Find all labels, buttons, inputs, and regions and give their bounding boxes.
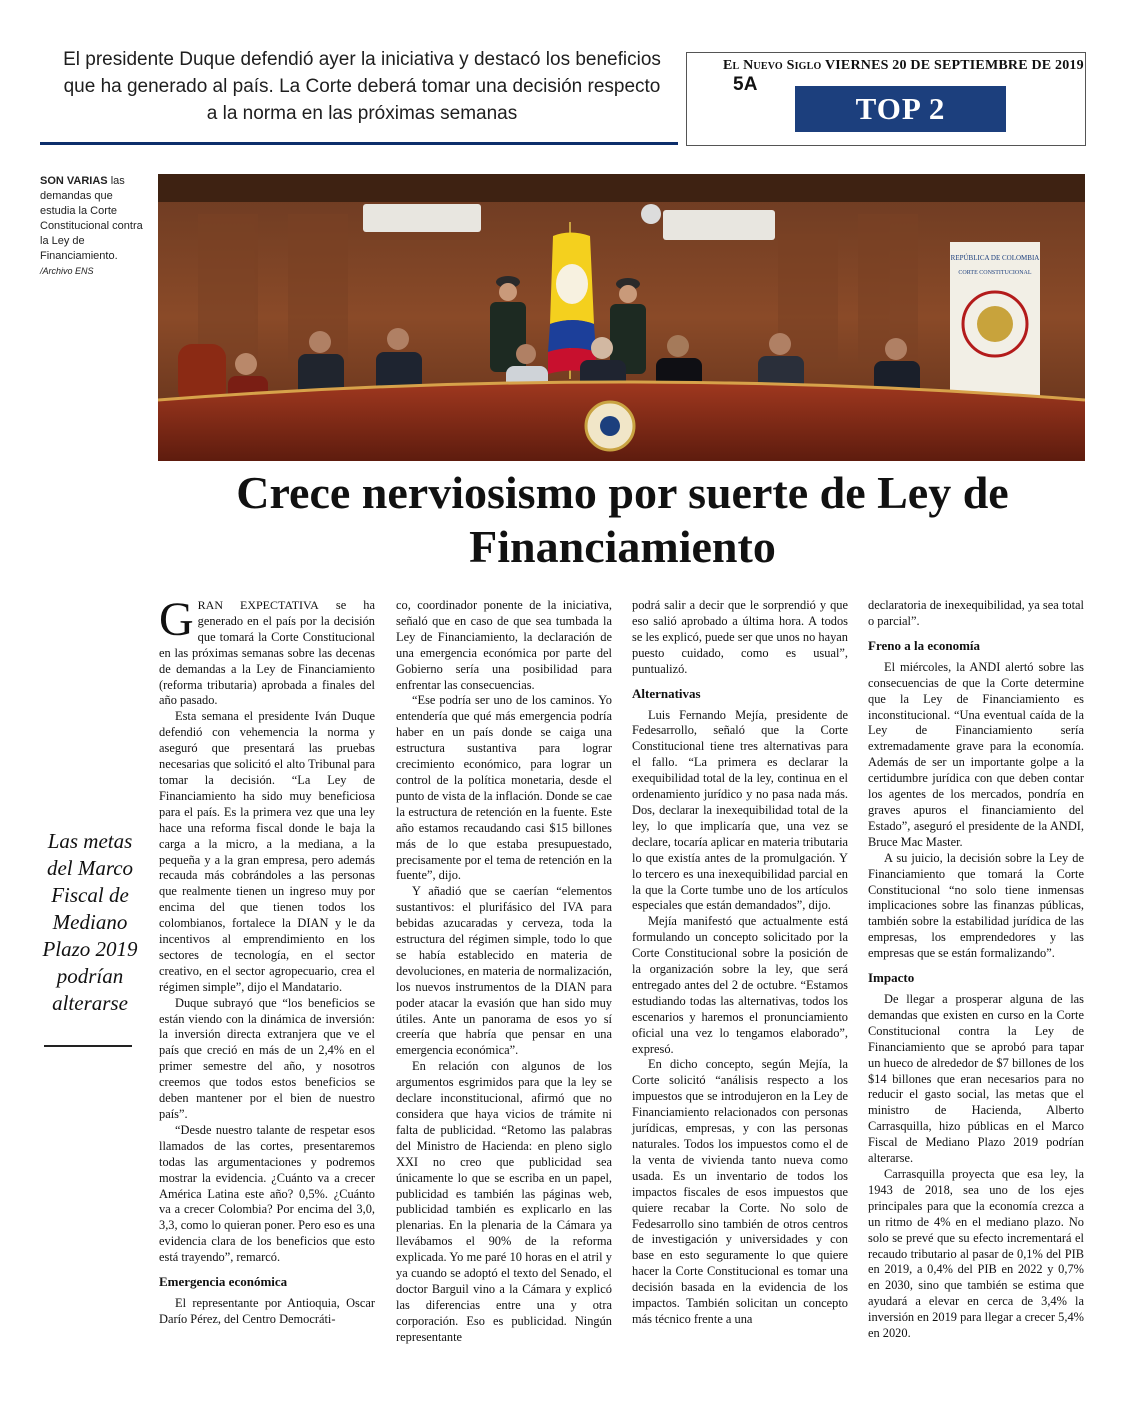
- drop-cap: G: [159, 593, 194, 646]
- camera-dome: [641, 204, 661, 224]
- banner-subtitle: CORTE CONSTITUCIONAL: [958, 270, 1032, 276]
- section-badge: TOP 2: [795, 86, 1006, 132]
- paragraph: A su juicio, la decisión sobre la Ley de Financiamiento que tomará la Corte Constitucional “no solo tiene inmensas implicaciones sobre las finanzas públicas, también sobre la estabilidad jurídica de las empresas, los emprendedores y las empresas que se están formalizando”.: [868, 850, 1084, 961]
- air-conditioner-left: [363, 204, 481, 232]
- issue-date: VIERNES 20 DE SEPTIEMBRE DE 2019: [824, 58, 1084, 73]
- paragraph: Mejía manifestó que actualmente está formulando un concepto solicitado por la Corte Constitucional sobre la posición de la organización sobre la ley, que será entregado antes del 2 de octubre. “Estamos estudiando todas las alternativas, todos los escenarios y haremos el pronunciamiento oficial una vez lo tengamos elaborado”, expresó.: [632, 914, 848, 1056]
- paragraph: Esta semana el presidente Iván Duque defendió con vehemencia la norma y aseguró que presentará las pruebas necesarias que solicitó el alto Tribunal para tomar la decisión. “La Ley de Financiamiento ha sido muy beneficiosa para el país. Es la primera vez que una ley hace una reforma fiscal donde le baja la carga a la micro, a la mediana, a la pequeña y a la gran empresa, pero además recauda más cobrándoles a las personas que realmente tienen un ingreso muy por encima del que tienen todos los colombianos, fortalece la DIAN y le da incentivos al emprendimiento en los sectores de tecnología, en el sector creativo, en el sector agropecuario, crea el régimen simple”, dijo el Mandatario.: [159, 709, 375, 994]
- paragraph: Y añadió que se caerían “elementos sustantivos: el plurifásico del IVA para bebidas azucaradas y cerveza, toda la estructura del régimen simple, todo lo que se había establecido en materia de devoluciones, en materia de normalización, los nuevos instrumentos de la DIAN para poder atacar la evasión que han sido muy útiles. Ante un panorama de esos yo sí creería que habría que pensar en una emergencia económica”.: [396, 884, 612, 1058]
- paragraph: declaratoria de inexequibilidad, ya sea total o parcial”.: [868, 598, 1084, 628]
- subhead: Emergencia económica: [159, 1274, 288, 1290]
- paragraph: El miércoles, la ANDI alertó sobre las consecuencias de que la Corte determine que la Ley de Financiamiento es inconstitucional. “Una eventual caída de la Ley de Financiamiento sería extremadamente grave para la economía. Además de ser un importante golpe a la certidumbre jurídica con que deben contar los agentes de los mercados, pondría en graves apuros el financiamiento del Estado”, aseguró el presidente de la ANDI, Bruce Mac Master.: [868, 659, 1084, 849]
- air-conditioner-right: [663, 210, 775, 240]
- deck-rule: [40, 142, 678, 145]
- paragraph: En relación con algunos de los argumentos esgrimidos para que la ley se declare inconstitucional, afirmó que no considera que haya vicios de trámite ni falta de publicidad. “Retomo las palabras del Ministro de Hacienda: en pleno siglo XXI no creo que publicidad sea únicamente lo que se escriba en un papel, publicidad es también las páginas web, publicidad también es explicarlo en las plenarias. En la plenaria de la Cámara ya llevábamos el 90% de la reforma explicada. Yo me paré 10 horas en el atril y ya cuando se adoptó el texto del Senado, el doctor Barguil vino a la Cámara y explicó las diferencias entre una y otra corporación. Eso es publicidad. Ningún representante: [396, 1059, 612, 1344]
- caption-text: las demandas que estudia la Corte Constitucional contra la Ley de Financiamiento.: [40, 175, 143, 262]
- deck-summary: El presidente Duque defendió ayer la iniciativa y destacó los beneficios que ha generado al país. La Corte deberá tomar una decisión respecto a la norma en las próximas semanas: [63, 49, 661, 124]
- paragraph: GRAN EXPECTATIVA se ha generado en el país por la decisión que tomará la Corte Constitucional en las próximas semanas sobre las decenas de demandas a la Ley de Financiamiento (reforma tributaria) aprobada a finales del año pasado.: [159, 593, 375, 708]
- subhead: Alternativas: [632, 685, 701, 701]
- paragraph: Luis Fernando Mejía, presidente de Fedesarrollo, señaló que la Corte Constitucional tiene tres alternativas para el fallo. “La primera es declarar la exequibilidad total de la ley, continua en el ordenamiento jurídico y no pasa nada más. Dos, declarar la inexequibilidad total de la ley, lo que implicaría que, una vez se declare, tocaría aplicar en materia tributaria lo que existía antes de la promulgación. Y lo tercero es una inexequibilidad parcial en la que la Corte tumbe uno de los artículos especiales que están demandados”, dijo.: [632, 707, 849, 913]
- paragraph: “Ese podría ser uno de los caminos. Yo entendería que qué más emergencia podría haber en un país donde se caiga una estructura sustantiva para lograr crecimiento económico, para lograr un control de la política monetaria, desde el punto de vista de la inflación. Donde se cae la estructura de retención en la fuente. Este año estamos recaudando casi $15 billones más de lo que estaba presupuestado, precisamente por el tema de retención en la fuente”, dijo.: [396, 693, 612, 883]
- caption-lead: SON VARIAS: [40, 175, 108, 187]
- paragraph: De llegar a prosperar alguna de las demandas que existen en curso en la Corte Constitucional contra la Ley de Financiamiento que se aprobó para tapar un hueco de alrededor de $7 billones de los $14 billones que eran necesarios para no reducir el gasto social, las metas que el ministro de Hacienda, Alberto Carrasquilla, hizo públicas en el Marco Fiscal de Mediano Plazo 2019 podrían alterarse.: [868, 992, 1084, 1166]
- paragraph: “Desde nuestro talante de respetar esos llamados de las cortes, presentaremos todas las argumentaciones y podremos mostrar la evidencia. ¿Cuánto va a crecer América Latina este año? 0,5%. ¿Cuánto va a crecer Colombia? Por encima del 3,0, 3,3, como lo quieran poner. Pero eso es una evidencia clara de los beneficios que esto está trayendo”, remarcó.: [159, 1122, 375, 1265]
- colombia-flag: [548, 222, 596, 379]
- paragraph: Duque subrayó que “los beneficios se están viendo con la dinámica de inversión: la inversión directa extranjera que ve el país que creció en más de un 2,4% en el primer semestre del año, y nosotros creemos que todos estos beneficios se deben mantener por el bien de nuestro país”.: [159, 995, 375, 1121]
- photo-caption: [40, 174, 148, 279]
- court-photo: [158, 174, 1085, 461]
- paragraph: Carrasquilla proyecta que esa ley, la 1943 de 2018, sea uno de los ejes principales para que la economía crezca a un ritmo de 4% en el mediano plazo. No solo se prevé que su efecto incrementará el recaudo tributario al pasar de 0,1% del PIB en 2019, a 0,4% del PIB en 2022 y 0,7% en 2030, sino que también se estima que ayudará a elevar en cerca de 3,4% la inversión en 2019 para llegar a crecer 5,4% en 2020.: [868, 1167, 1084, 1341]
- page-number: 5A: [733, 74, 758, 95]
- subhead: Impacto: [868, 970, 915, 986]
- article-column-3: [632, 598, 848, 1328]
- banner-title: REPÚBLICA DE COLOMBIA: [950, 254, 1040, 262]
- article-column-4: [868, 598, 1084, 1342]
- article-column-1: [159, 593, 375, 1328]
- headline: Crece nerviosismo por suerte de Ley de Financiamiento: [236, 467, 1009, 572]
- paragraph: co, coordinador ponente de la iniciativa, señaló que en caso de que sea tumbada la Ley de Financiamiento, la declaración de una emergencia económica por parte del Gobierno sería una posibilidad para enfrentar las consecuencias.: [396, 598, 612, 692]
- paragraph: podrá salir a decir que le sorprendió y que eso salió aprobado a última hora. A todos se les explicó, puede ser que unos no hayan puesto cuidado, como es usual”, puntualizó.: [632, 598, 848, 676]
- masthead-box: [686, 52, 1086, 146]
- paragraph: En dicho concepto, según Mejía, la Corte solicitó “análisis respecto a los impuestos que se introdujeron en la Ley de Financiamiento relacionados con personas jurídicas, empresas, y con las personas naturales. Todos los impuestos como el de la venta de vivienda tanto nueva como usada. Es un inventario de todos los impactos fiscales de esos impuestos que quiere recabar la Corte. No solo de Fedesarrollo sino también de otros centros de investigación y universidades y con base en esto seguramente lo que quiere hacer la Corte Constitucional es tomar una decisión basada en la evidencia de los impactos. También solicitan un concepto más técnico frente a una: [632, 1057, 848, 1326]
- subhead: Freno a la economía: [868, 637, 981, 653]
- pull-quote-rule: [44, 1045, 132, 1047]
- pull-quote: Las metas del Marco Fiscal de Mediano Plazo 2019 podrían alterarse: [42, 829, 138, 1015]
- article-column-2: [396, 598, 612, 1346]
- photo-credit: /Archivo ENS: [40, 266, 94, 276]
- paper-name: El Nuevo Siglo: [723, 58, 822, 73]
- paragraph: El representante por Antioquia, Oscar Darío Pérez, del Centro Democráti-: [159, 1296, 375, 1326]
- lead-in: RAN EXPECTATIVA: [197, 598, 319, 612]
